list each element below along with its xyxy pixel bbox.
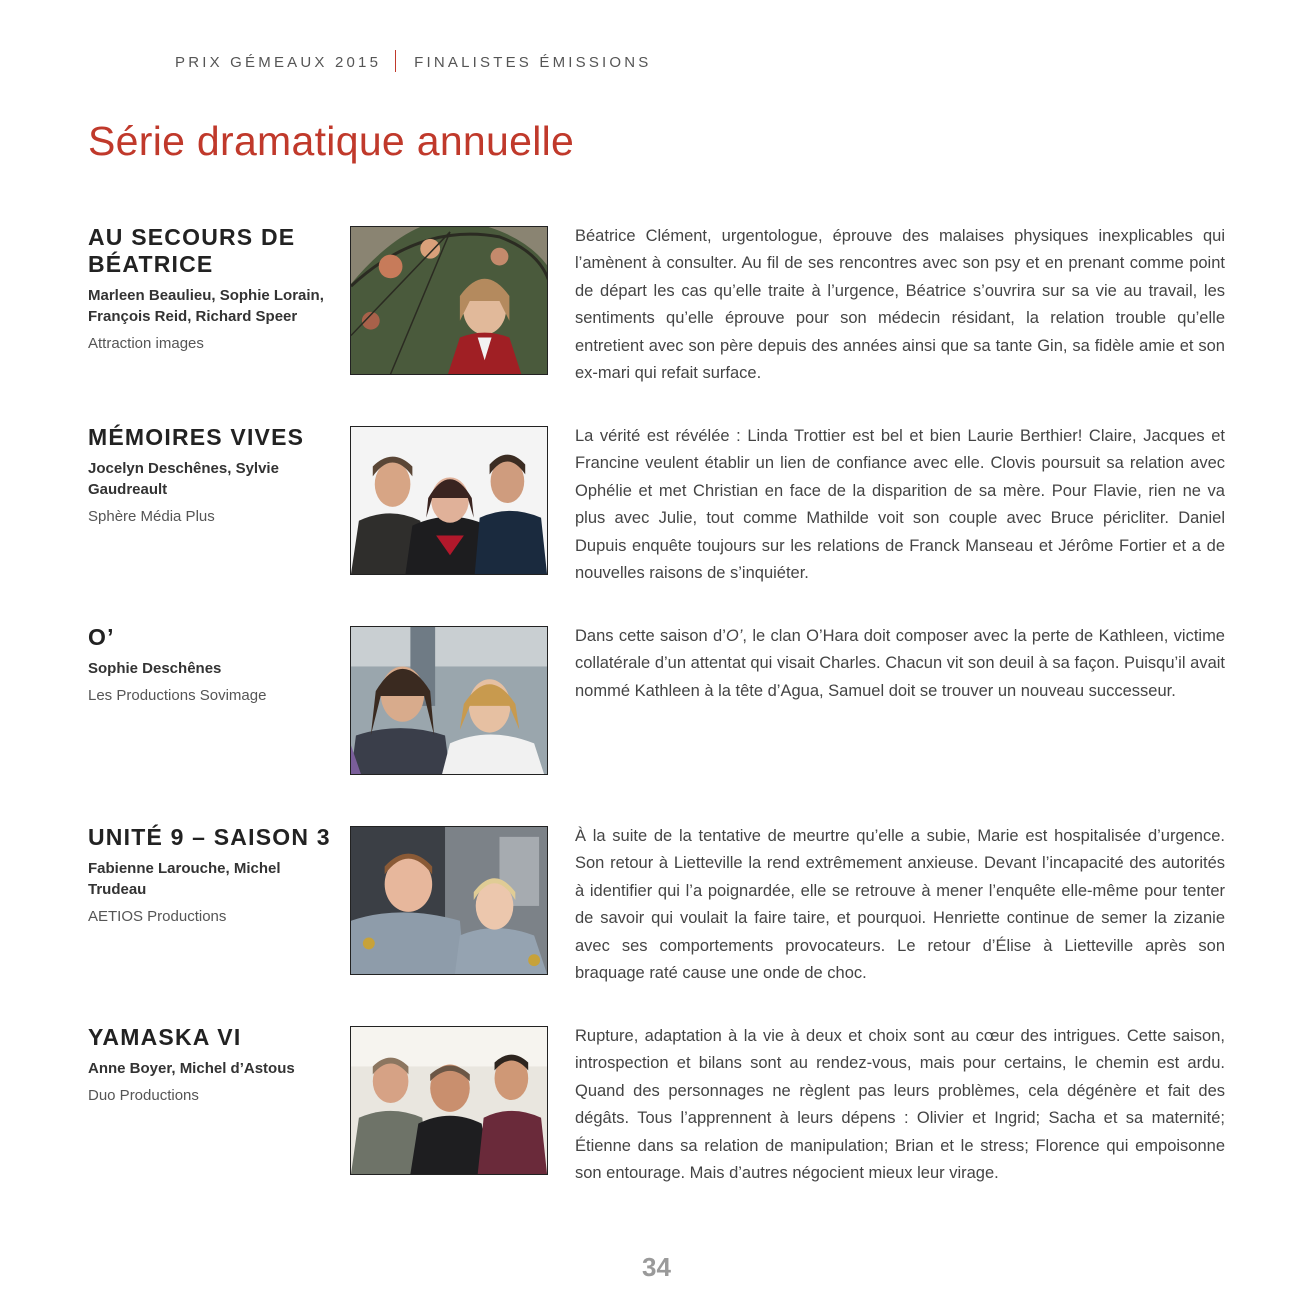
producer-credits: Sophie Deschênes (88, 660, 222, 677)
show-title: YAMASKA VI (88, 1024, 242, 1050)
show-photo (350, 226, 548, 375)
entry-info (88, 624, 338, 706)
production-company: AETIOS Productions (88, 908, 227, 925)
show-description: À la suite de la tentative de meurtre qu’elle a subie, Marie est hospitalisée d’urgence. Son retour à Lietteville la rend extrêmement anxieuse. Devant l’incapacité des autorités à identifier qui l’a poignardée, elle se retrouve à mener l’enquête elle-même pour tenter de savoir qui voulait la faire taire, et pourquoi. Henriette continue de semer la zizanie avec ses comportements provocateurs. Le retour d’Élise à Lietteville après son braquage raté cause une onde de choc. (575, 827, 1225, 983)
show-description: Dans cette saison d’O’, le clan O’Hara doit composer avec la perte de Kathleen, victime collatérale d’un attentat qui visait Charles. Chacun vit son deuil à sa façon. Puisqu’il avait nommé Kathleen à la tête d’Agua, Samuel doit se trouver un nouveau successeur. (575, 627, 1225, 700)
entry-info (88, 424, 338, 527)
header-section: FINALISTES ÉMISSIONS (414, 53, 652, 71)
show-title: UNITÉ 9 – SAISON 3 (88, 824, 331, 850)
header-event: PRIX GÉMEAUX 2015 (175, 53, 382, 71)
guards-photo (351, 827, 547, 974)
show-photo (350, 1026, 548, 1175)
cast-duo-photo (351, 627, 547, 774)
entry-info (88, 1024, 338, 1106)
cast-trio-photo (351, 427, 547, 574)
three-men-photo (351, 1027, 547, 1174)
show-title: AU SECOURS DE BÉATRICE (88, 224, 296, 277)
show-description: La vérité est révélée : Linda Trottier est bel et bien Laurie Berthier! Claire, Jacques et Francine veulent établir un lien de confiance avec elle. Clovis poursuit sa relation avec Ophélie et met Christian en face de la disparition de sa mère. Pour Flavie, rien ne va plus avec Julie, tout comme Mathilde voit son couple avec Bruce péricliter. Daniel Dupuis enquête toujours sur les relations de Franck Manseau et Jérôme Fortier et a de nouvelles raisons de s’inquiéter. (575, 427, 1225, 583)
show-title: MÉMOIRES VIVES (88, 424, 305, 450)
entry-info (88, 224, 338, 354)
producer-credits: Marleen Beaulieu, Sophie Lorain, François Reid, Richard Speer (88, 287, 324, 325)
production-company: Les Productions Sovimage (88, 687, 267, 704)
page-title: Série dramatique annuelle (88, 118, 575, 164)
header-divider (395, 50, 396, 72)
show-photo (350, 826, 548, 975)
producer-credits: Fabienne Larouche, Michel Trudeau (88, 860, 281, 898)
umbrella-woman-photo (351, 227, 547, 374)
show-photo (350, 626, 548, 775)
page-number: 34 (642, 1252, 671, 1282)
show-description: Rupture, adaptation à la vie à deux et choix sont au cœur des intrigues. Cette saison, introspection et bilans sont au rendez-vous, mais pour certains, le chemin est ardu. Quand des personnages ne règlent pas leurs problèmes, cela dégénère et fait des dégâts. Tous l’apprennent à leurs dépens : Olivier et Ingrid; Sacha et sa maternité; Étienne dans sa relation de manipulation; Brian et le stress; Florence qui empoisonne son entourage. Mais d’autres négocient mieux leur virage. (575, 1027, 1225, 1183)
producer-credits: Anne Boyer, Michel d’Astous (88, 1060, 295, 1077)
production-company: Attraction images (88, 335, 204, 352)
show-title: O’ (88, 624, 115, 650)
production-company: Duo Productions (88, 1087, 199, 1104)
producer-credits: Jocelyn Deschênes, Sylvie Gaudreault (88, 460, 279, 498)
show-description: Béatrice Clément, urgentologue, éprouve des malaises physiques inexplicables qui l’amènent à consulter. Au fil de ses rencontres avec son psy et en prenant comme point de départ les cas qu’elle traite à l’urgence, Béatrice s’ouvrira sur sa vie au travail, les sentiments qu’elle éprouve pour son médecin résidant, la relation trouble qu’elle entretient avec son père depuis des années ainsi que sa tante Gin, sa fidèle amie et son ex-mari qui refait surface. (575, 227, 1225, 383)
show-photo (350, 426, 548, 575)
entry-info (88, 824, 338, 927)
production-company: Sphère Média Plus (88, 508, 215, 525)
running-header (175, 52, 652, 74)
